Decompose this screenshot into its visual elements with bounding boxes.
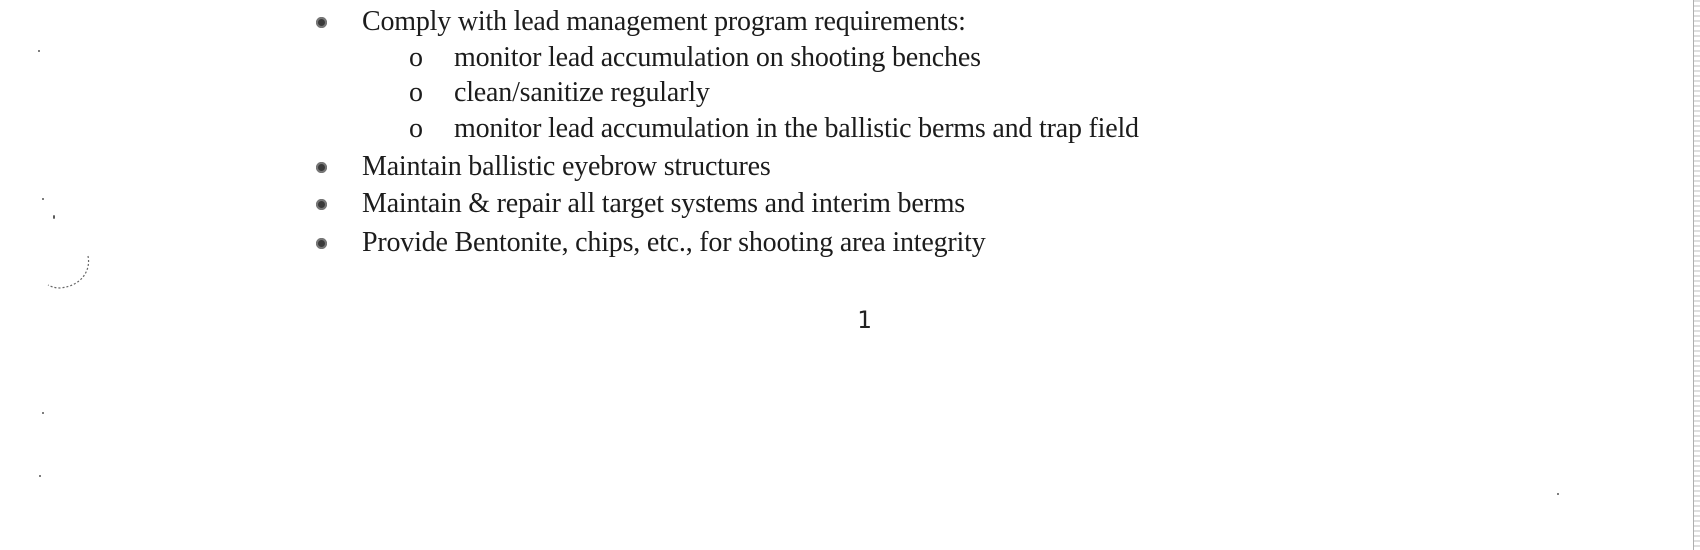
bullet-icon: [316, 17, 327, 28]
sub-bullet-marker: o: [409, 42, 423, 73]
scanned-page-edge: [1693, 0, 1700, 550]
scan-hole-punch-mark: [44, 248, 90, 294]
list-item-lead-management: Comply with lead management program requirements:: [362, 6, 966, 37]
scan-speck: [1557, 493, 1559, 495]
sub-item-monitor-berms: monitor lead accumulation in the ballistic berms and trap field: [454, 113, 1139, 144]
scan-speck: [53, 215, 55, 219]
sub-item-clean-sanitize: clean/sanitize regularly: [454, 77, 710, 108]
scan-speck: [38, 50, 40, 52]
sub-bullet-marker: o: [409, 77, 423, 108]
scan-speck: [42, 412, 44, 414]
sub-item-monitor-benches: monitor lead accumulation on shooting benches: [454, 42, 981, 73]
list-item-target-systems: Maintain & repair all target systems and interim berms: [362, 188, 965, 219]
scan-speck: [39, 475, 41, 477]
list-item-bentonite: Provide Bentonite, chips, etc., for shooting area integrity: [362, 227, 986, 258]
sub-bullet-marker: o: [409, 113, 423, 144]
page-number: 1: [857, 306, 872, 334]
bullet-icon: [316, 238, 327, 249]
list-item-eyebrow-structures: Maintain ballistic eyebrow structures: [362, 151, 771, 182]
bullet-icon: [316, 162, 327, 173]
bullet-icon: [316, 199, 327, 210]
scan-speck: [42, 198, 44, 200]
